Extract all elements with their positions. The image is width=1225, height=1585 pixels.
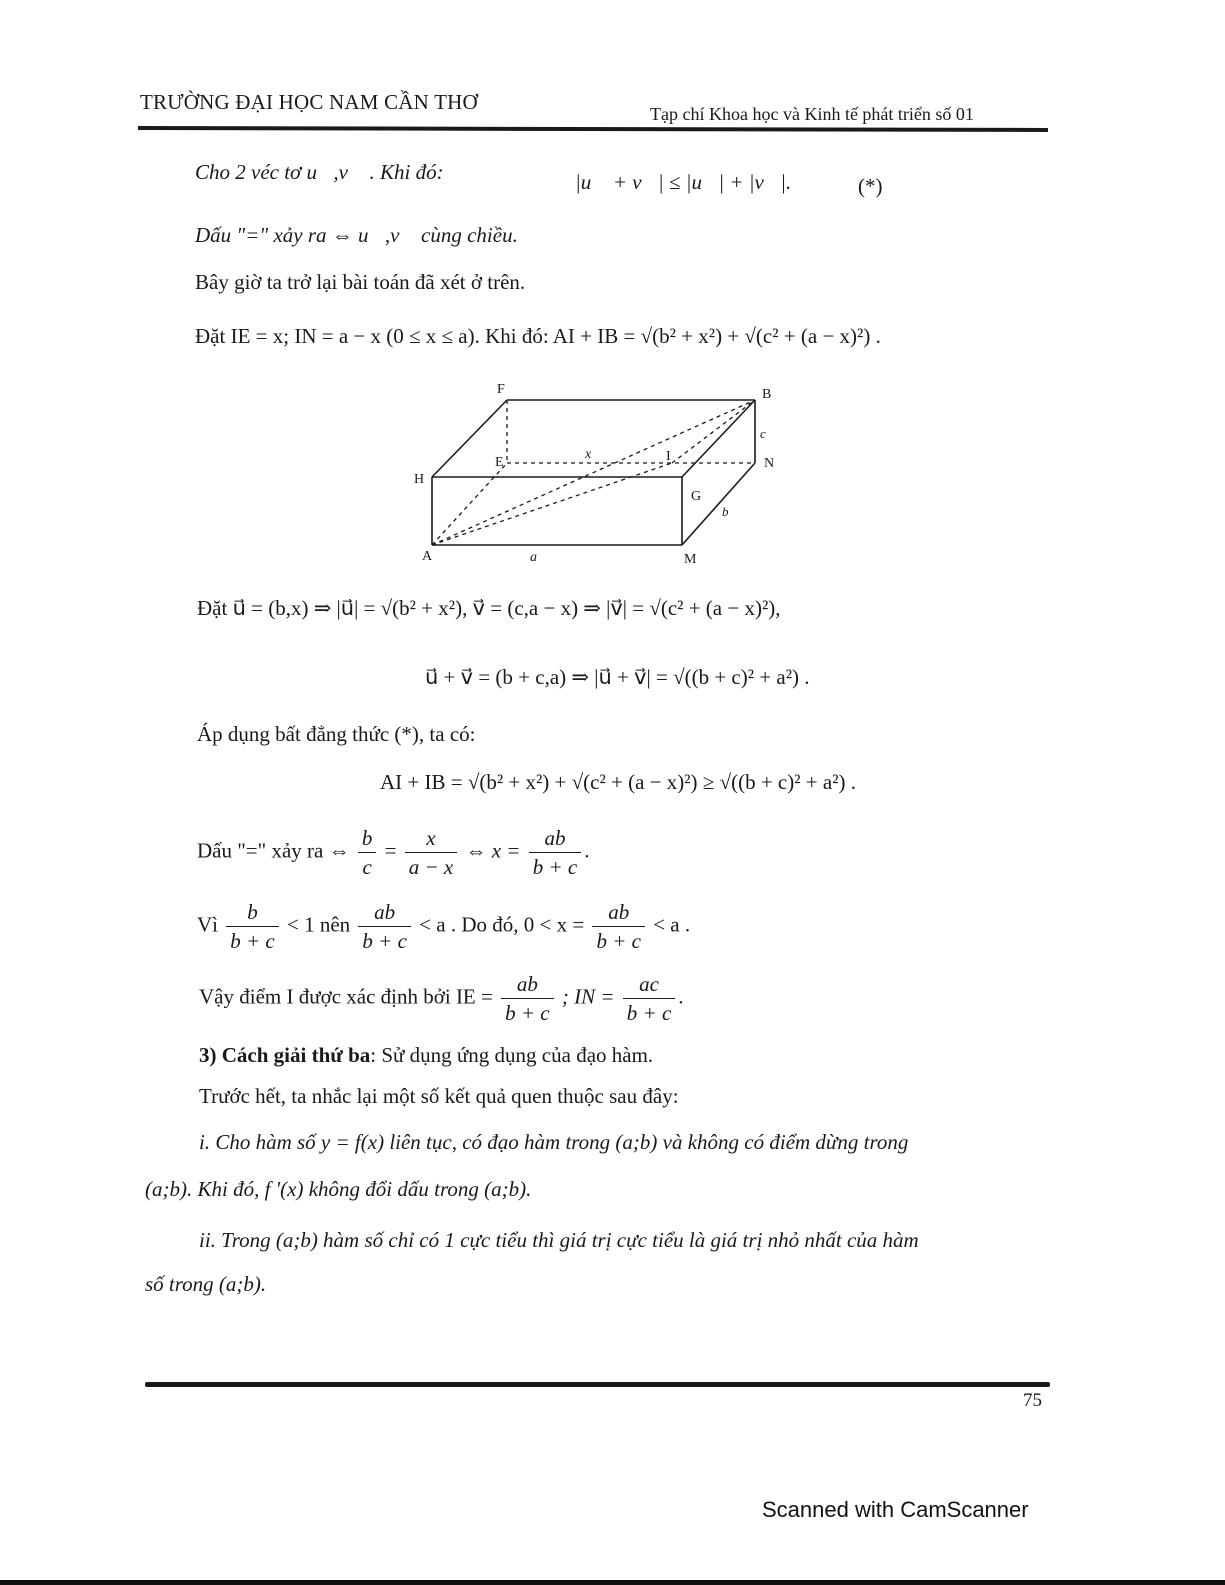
fraction-den: b + c bbox=[532, 855, 578, 879]
line-10-prefix: Vì bbox=[197, 912, 218, 937]
fraction-num: ac bbox=[623, 970, 676, 999]
fraction-den: b + c bbox=[230, 929, 275, 953]
text-line-14: i. Cho hàm số y = f(x) liên tục, có đạo hàm trong (a;b) và không có điểm dừng trong bbox=[199, 1130, 909, 1154]
section-heading-rest: : Sử dụng ứng dụng của đạo hàm. bbox=[370, 1043, 654, 1067]
header-rule bbox=[138, 126, 1048, 132]
header-institution: TRƯỜNG ĐẠI HỌC NAM CẦN THƠ bbox=[140, 90, 478, 114]
fraction-num: ab bbox=[501, 970, 554, 999]
fraction-den: b + c bbox=[596, 929, 641, 953]
text-line-10 bbox=[197, 898, 690, 955]
label-E: E bbox=[495, 455, 504, 470]
line-11-mid: ; IN = bbox=[561, 984, 615, 1009]
line-10-end: < a . bbox=[653, 912, 691, 937]
line-9-equiv: ⇔ x = bbox=[465, 838, 521, 863]
header-journal: Tạp chí Khoa học và Kinh tế phát triển số 01 bbox=[650, 104, 974, 124]
text-line-16: ii. Trong (a;b) hàm số chỉ có 1 cực tiểu thì giá trị cực tiểu là giá trị nhỏ nhất của hàm bbox=[199, 1228, 919, 1252]
edge-GB bbox=[682, 400, 755, 477]
line-10-mid2: < a . Do đó, 0 < x = bbox=[419, 912, 585, 937]
text-line-8: AI + IB = √(b² + x²) + √(c² + (a − x)²) ≥ √((b + c)² + a²) . bbox=[380, 770, 856, 794]
fraction-den: c bbox=[362, 855, 372, 879]
line-10-mid1: < 1 nên bbox=[287, 912, 351, 937]
fraction-den: b + c bbox=[362, 929, 407, 953]
text-line-13: Trước hết, ta nhắc lại một số kết quả quen thuộc sau đây: bbox=[199, 1084, 679, 1108]
text-line-3: Bây giờ ta trở lại bài toán đã xét ở trên. bbox=[195, 270, 526, 294]
fraction-den: b + c bbox=[505, 1001, 550, 1025]
line-11-prefix: Vậy điểm I được xác định bởi IE = bbox=[199, 984, 493, 1009]
text-line-17: số trong (a;b). bbox=[145, 1272, 267, 1296]
text-line-7: Áp dụng bất đẳng thức (*), ta có: bbox=[197, 722, 476, 746]
label-B: B bbox=[762, 387, 772, 402]
text-line-1: Cho 2 véc tơ u⃗,v⃗ . Khi đó: bbox=[195, 160, 444, 184]
text-line-2: Dấu "=" xảy ra ⇔ u⃗,v⃗ cùng chiều. bbox=[195, 223, 518, 247]
fraction-b-over-b-plus-c bbox=[226, 898, 279, 955]
segment-AI bbox=[432, 463, 672, 545]
text-line-12 bbox=[199, 1043, 653, 1068]
text-line-9: Dấu "=" xảy ra ⇔ $\frac{b}{c}$ = $\frac{x}{a - x}$ ⇔ x = $\frac{ab}{b + c}$ . bbox=[197, 826, 590, 879]
diagonal-AB bbox=[432, 400, 755, 545]
fraction-num: ab bbox=[358, 898, 411, 927]
fraction-b-over-c bbox=[358, 824, 377, 881]
label-I: I bbox=[666, 449, 671, 464]
fraction-den: b + c bbox=[626, 1001, 672, 1025]
label-x: x bbox=[585, 447, 592, 462]
line-9-prefix: Dấu "=" xảy ra ⇔ bbox=[197, 838, 350, 863]
fraction-ab-over-b-plus-c bbox=[529, 824, 582, 881]
fraction-ab-over-b-plus-c bbox=[592, 898, 645, 955]
hidden-edge-AE bbox=[432, 463, 507, 545]
text-line-6: u⃗ + v⃗ = (b + c,a) ⇒ |u⃗ + v⃗| = √((b + c)² + a²) . bbox=[425, 665, 810, 689]
formula-triangle-inequality: |u⃗ + v⃗| ≤ |u⃗| + |v⃗|. bbox=[575, 170, 792, 194]
footer-rule bbox=[145, 1382, 1050, 1387]
label-c: c bbox=[760, 426, 766, 441]
label-M: M bbox=[684, 552, 697, 567]
segment-IB bbox=[672, 400, 755, 463]
fraction-x-over-a-minus-x bbox=[405, 824, 458, 881]
label-N: N bbox=[764, 456, 775, 471]
edge-MN bbox=[682, 463, 755, 545]
text-line-4: Đặt IE = x; IN = a − x (0 ≤ x ≤ a). Khi đó: AI + IB = √(b² + x²) + √(c² + (a − x)²) . bbox=[195, 324, 881, 348]
section-heading: 3) Cách giải thứ ba bbox=[199, 1043, 371, 1067]
label-A: A bbox=[422, 549, 433, 564]
fraction-num: b bbox=[358, 824, 377, 853]
fraction-ab-over-b-plus-c bbox=[501, 970, 554, 1027]
text-line-5: Đặt u⃗ = (b,x) ⇒ |u⃗| = √(b² + x²), v⃗ = (c,a − x) ⇒ |v⃗| = √(c² + (a − x)²), bbox=[197, 596, 781, 620]
text-line-11: Vậy điểm I được xác định bởi IE = $\frac{ab}{b + c}$ ; IN = $\frac{ac}{b + c}$ . bbox=[199, 972, 684, 1025]
bottom-edge-bar bbox=[0, 1580, 1225, 1585]
fraction-num: b bbox=[226, 898, 279, 927]
fraction-ac-over-b-plus-c bbox=[623, 970, 676, 1027]
fraction-den: a − x bbox=[408, 855, 454, 879]
label-G: G bbox=[691, 489, 702, 504]
label-b: b bbox=[722, 504, 729, 519]
fraction-num: ab bbox=[529, 824, 582, 853]
page-number: 75 bbox=[1023, 1390, 1042, 1411]
formula-tag: (*) bbox=[858, 174, 883, 198]
fraction-num: ab bbox=[592, 898, 645, 927]
label-a: a bbox=[530, 550, 537, 565]
label-H: H bbox=[414, 472, 425, 487]
label-F: F bbox=[497, 382, 505, 397]
scanner-watermark: Scanned with CamScanner bbox=[762, 1497, 1029, 1522]
text-line-15: (a;b). Khi đó, f '(x) không đổi dấu trong (a;b). bbox=[145, 1177, 532, 1201]
box-figure bbox=[400, 380, 800, 570]
fraction-ab-over-b-plus-c bbox=[358, 898, 411, 955]
fraction-num: x bbox=[405, 824, 458, 853]
